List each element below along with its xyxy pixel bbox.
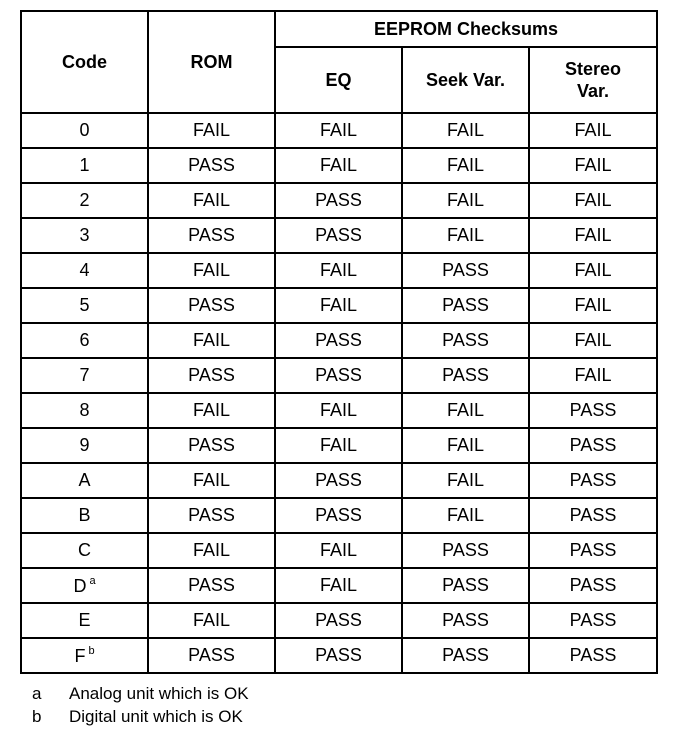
table-row xyxy=(21,568,657,603)
header-stereo-var-line1: Stereo xyxy=(564,59,622,79)
cell-code xyxy=(21,393,148,428)
header-seek-var: Seek Var. xyxy=(402,47,529,113)
cell-rom xyxy=(148,288,275,323)
cell-rom xyxy=(148,428,275,463)
cell-seek-text: FAIL xyxy=(446,155,485,175)
cell-eq xyxy=(275,253,402,288)
cell-eq-text: FAIL xyxy=(319,435,358,455)
cell-code xyxy=(21,183,148,218)
footnote-key: a xyxy=(32,684,42,703)
cell-code xyxy=(21,568,148,603)
cell-seek-text: FAIL xyxy=(446,435,485,455)
cell-stereo-text: FAIL xyxy=(574,330,612,350)
cell-seek xyxy=(402,393,529,428)
cell-seek xyxy=(402,323,529,358)
cell-stereo-text: PASS xyxy=(569,540,617,560)
cell-stereo-text: FAIL xyxy=(574,155,612,175)
cell-eq xyxy=(275,288,402,323)
cell-rom xyxy=(148,148,275,183)
cell-stereo-text: PASS xyxy=(569,400,617,420)
cell-code-text: 6 xyxy=(79,330,90,350)
cell-eq xyxy=(275,148,402,183)
cell-eq-text: FAIL xyxy=(319,120,358,140)
cell-eq-text: FAIL xyxy=(319,260,358,280)
cell-rom-text: PASS xyxy=(188,435,235,455)
footnote xyxy=(32,705,249,728)
cell-rom-text: PASS xyxy=(188,225,235,245)
cell-code xyxy=(21,323,148,358)
cell-code xyxy=(21,463,148,498)
cell-stereo xyxy=(529,183,657,218)
cell-eq xyxy=(275,568,402,603)
cell-rom xyxy=(148,463,275,498)
cell-rom xyxy=(148,603,275,638)
cell-eq xyxy=(275,498,402,533)
cell-rom-text: FAIL xyxy=(192,260,231,280)
cell-rom-text: FAIL xyxy=(192,400,231,420)
cell-rom xyxy=(148,568,275,603)
cell-seek-text: PASS xyxy=(442,645,489,665)
footnote-marker: a xyxy=(89,574,96,587)
cell-stereo-text: PASS xyxy=(569,435,617,455)
table-body xyxy=(21,113,657,673)
footnote-text: Digital unit which is OK xyxy=(69,707,243,726)
cell-stereo xyxy=(529,358,657,393)
cell-eq-text: PASS xyxy=(315,505,362,525)
cell-rom xyxy=(148,113,275,148)
cell-stereo xyxy=(529,323,657,358)
cell-stereo-text: FAIL xyxy=(574,260,612,280)
cell-eq xyxy=(275,603,402,638)
cell-rom xyxy=(148,358,275,393)
header-rom: ROM xyxy=(148,11,275,113)
cell-rom-text: FAIL xyxy=(192,540,231,560)
table-row xyxy=(21,393,657,428)
cell-rom-text: PASS xyxy=(188,505,235,525)
header-stereo-var xyxy=(529,47,657,113)
table-row xyxy=(21,603,657,638)
cell-stereo xyxy=(529,288,657,323)
table-row xyxy=(21,288,657,323)
cell-eq-text: PASS xyxy=(315,330,362,350)
cell-rom-text: FAIL xyxy=(192,190,231,210)
cell-seek xyxy=(402,463,529,498)
cell-seek xyxy=(402,568,529,603)
cell-stereo xyxy=(529,638,657,673)
cell-seek xyxy=(402,428,529,463)
cell-seek xyxy=(402,253,529,288)
cell-code xyxy=(21,428,148,463)
cell-seek-text: FAIL xyxy=(446,120,485,140)
header-stereo-var-line2: Var. xyxy=(576,81,610,101)
cell-rom xyxy=(148,533,275,568)
cell-rom xyxy=(148,253,275,288)
cell-code-text: C xyxy=(78,540,91,560)
cell-rom-text: PASS xyxy=(188,645,235,665)
cell-eq-text: PASS xyxy=(315,190,362,210)
cell-stereo-text: FAIL xyxy=(574,295,612,315)
cell-code-text: 4 xyxy=(79,260,90,280)
cell-rom-text: FAIL xyxy=(192,330,231,350)
table-row xyxy=(21,638,657,673)
cell-code-text: 5 xyxy=(79,295,90,315)
cell-seek-text: PASS xyxy=(442,365,489,385)
cell-stereo xyxy=(529,533,657,568)
table-row xyxy=(21,218,657,253)
cell-stereo-text: FAIL xyxy=(574,225,612,245)
cell-rom xyxy=(148,218,275,253)
cell-seek xyxy=(402,218,529,253)
table-row xyxy=(21,113,657,148)
cell-rom-text: FAIL xyxy=(192,610,231,630)
cell-code-text: A xyxy=(78,470,91,490)
cell-stereo-text: PASS xyxy=(569,470,617,490)
cell-rom-text: PASS xyxy=(188,365,235,385)
cell-code xyxy=(21,358,148,393)
cell-rom-text: PASS xyxy=(188,155,235,175)
cell-eq xyxy=(275,463,402,498)
cell-code-text: E xyxy=(78,610,91,630)
header-eq: EQ xyxy=(275,47,402,113)
cell-rom xyxy=(148,498,275,533)
cell-seek-text: FAIL xyxy=(446,470,485,490)
cell-code xyxy=(21,533,148,568)
cell-seek xyxy=(402,183,529,218)
cell-stereo xyxy=(529,218,657,253)
cell-stereo-text: FAIL xyxy=(574,365,612,385)
cell-seek-text: PASS xyxy=(442,330,489,350)
table-row xyxy=(21,533,657,568)
cell-eq-text: FAIL xyxy=(319,400,358,420)
cell-rom xyxy=(148,638,275,673)
cell-stereo-text: PASS xyxy=(569,610,617,630)
cell-seek xyxy=(402,603,529,638)
table-row xyxy=(21,253,657,288)
cell-code-text: 0 xyxy=(79,120,90,140)
table-row xyxy=(21,428,657,463)
cell-seek-text: PASS xyxy=(442,575,489,595)
table-row xyxy=(21,148,657,183)
cell-code xyxy=(21,288,148,323)
cell-stereo xyxy=(529,568,657,603)
cell-stereo-text: PASS xyxy=(569,645,617,665)
cell-rom-text: FAIL xyxy=(192,120,231,140)
cell-code-text: F xyxy=(74,645,86,666)
table-row xyxy=(21,358,657,393)
cell-eq xyxy=(275,183,402,218)
cell-seek-text: FAIL xyxy=(446,400,485,420)
cell-eq-text: PASS xyxy=(315,225,362,245)
footnote-text: Analog unit which is OK xyxy=(69,684,249,703)
table-row xyxy=(21,323,657,358)
header-row-group xyxy=(21,11,657,47)
cell-eq xyxy=(275,113,402,148)
cell-seek xyxy=(402,113,529,148)
cell-code xyxy=(21,603,148,638)
cell-eq-text: PASS xyxy=(315,470,362,490)
cell-code xyxy=(21,113,148,148)
header-code: Code xyxy=(21,11,148,113)
cell-code xyxy=(21,218,148,253)
cell-seek-text: PASS xyxy=(442,260,489,280)
cell-rom-text: PASS xyxy=(188,575,235,595)
cell-code-text: 7 xyxy=(79,365,90,385)
cell-seek xyxy=(402,638,529,673)
cell-seek xyxy=(402,288,529,323)
cell-code xyxy=(21,253,148,288)
cell-eq-text: PASS xyxy=(315,610,362,630)
cell-eq-text: PASS xyxy=(315,645,362,665)
cell-rom xyxy=(148,183,275,218)
cell-seek xyxy=(402,148,529,183)
cell-seek xyxy=(402,533,529,568)
cell-eq xyxy=(275,323,402,358)
cell-code-text: 1 xyxy=(79,155,90,175)
cell-stereo xyxy=(529,603,657,638)
cell-seek-text: FAIL xyxy=(446,190,485,210)
cell-stereo-text: FAIL xyxy=(574,190,612,210)
cell-eq-text: FAIL xyxy=(319,575,358,595)
cell-stereo xyxy=(529,498,657,533)
cell-seek-text: FAIL xyxy=(446,505,485,525)
cell-code-text: 8 xyxy=(79,400,90,420)
cell-rom-text: PASS xyxy=(188,295,235,315)
cell-seek-text: FAIL xyxy=(446,225,485,245)
footnote-key: b xyxy=(32,707,42,726)
header-eeprom-checksums: EEPROM Checksums xyxy=(275,11,657,47)
cell-eq xyxy=(275,393,402,428)
cell-stereo xyxy=(529,428,657,463)
cell-seek xyxy=(402,358,529,393)
cell-code-text: B xyxy=(78,505,91,525)
cell-stereo xyxy=(529,253,657,288)
cell-code xyxy=(21,638,148,673)
cell-stereo xyxy=(529,148,657,183)
cell-eq xyxy=(275,218,402,253)
cell-stereo-text: FAIL xyxy=(574,120,612,140)
cell-code xyxy=(21,498,148,533)
cell-seek xyxy=(402,498,529,533)
cell-rom xyxy=(148,393,275,428)
cell-eq xyxy=(275,533,402,568)
footnotes xyxy=(32,682,249,728)
cell-eq xyxy=(275,638,402,673)
footnote xyxy=(32,682,249,705)
cell-eq xyxy=(275,428,402,463)
cell-eq-text: PASS xyxy=(315,365,362,385)
cell-eq-text: FAIL xyxy=(319,155,358,175)
table-row xyxy=(21,463,657,498)
cell-stereo xyxy=(529,463,657,498)
footnote-marker: b xyxy=(88,644,95,657)
cell-code-text: D xyxy=(73,575,87,596)
cell-eq xyxy=(275,358,402,393)
table-row xyxy=(21,498,657,533)
cell-seek-text: PASS xyxy=(442,610,489,630)
cell-stereo xyxy=(529,393,657,428)
cell-rom xyxy=(148,323,275,358)
cell-rom-text: FAIL xyxy=(192,470,231,490)
cell-code-text: 2 xyxy=(79,190,90,210)
cell-stereo-text: PASS xyxy=(569,505,617,525)
cell-seek-text: PASS xyxy=(442,295,489,315)
cell-eq-text: FAIL xyxy=(319,540,358,560)
cell-code xyxy=(21,148,148,183)
cell-code-text: 9 xyxy=(79,435,90,455)
table-row xyxy=(21,183,657,218)
cell-stereo-text: PASS xyxy=(569,575,617,595)
eeprom-checksum-table xyxy=(20,10,658,674)
cell-stereo xyxy=(529,113,657,148)
cell-seek-text: PASS xyxy=(442,540,489,560)
cell-eq-text: FAIL xyxy=(319,295,358,315)
cell-code-text: 3 xyxy=(79,225,90,245)
